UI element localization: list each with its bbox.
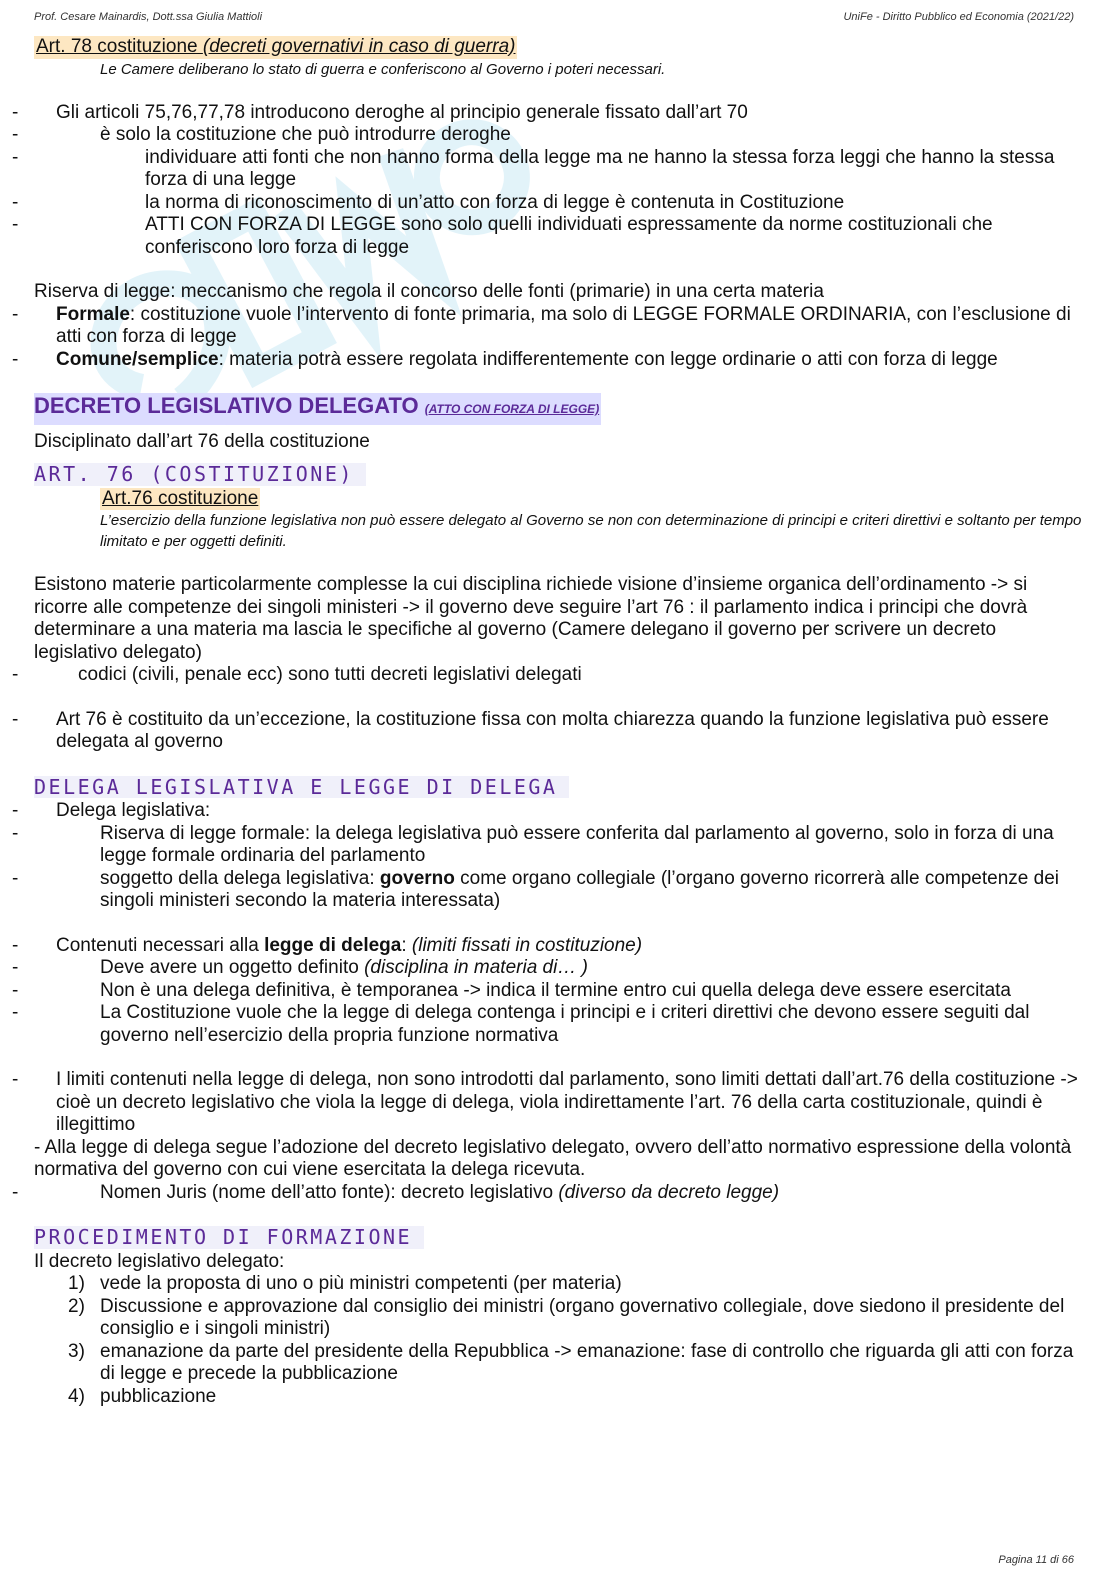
decreto-title: DECRETO LEGISLATIVO DELEGATO (ATTO CON FORZA DI LEGGE) — [34, 393, 1084, 425]
art76-note: - Art 76 è costituito da un’eccezione, la costituzione fissa con molta chiarezza quando la funzione legislativa può essere delegata al governo — [34, 709, 1084, 754]
riserva-intro: Riserva di legge: meccanismo che regola il concorso delle fonti (primarie) in una certa materia — [34, 281, 824, 302]
deroghe-main: - Gli articoli 75,76,77,78 introducono deroghe al principio generale fissato dall’art 70 — [34, 102, 1084, 125]
delega-main: - Delega legislativa: — [34, 800, 1084, 823]
art76-title: Art.76 costituzione — [102, 487, 259, 509]
header-left: Prof. Cesare Mainardis, Dott.ssa Giulia Mattioli — [34, 11, 263, 23]
procedimento-step: 3) emanazione da parte del presidente della Repubblica -> emanazione: fase di controllo che riguarda gli atti con forza di legge e precede la pubblicazione — [68, 1340, 1074, 1384]
riserva-comune: - Comune/semplice: materia potrà essere regolata indifferentemente con legge ordinarie o atti con forza di legge — [34, 349, 1084, 372]
delega-contenuti: - Contenuti necessari alla legge di delega: (limiti fissati in costituzione) — [34, 935, 1084, 958]
art76-quote: L’esercizio della funzione legislativa non può essere delegato al Governo se non con determinazione di principi e criteri direttivi e soltanto per tempo limitato e per oggetti definiti. — [100, 512, 1082, 550]
header-right: UniFe - Diritto Pubblico ed Economia (2021/22) — [843, 11, 1074, 23]
procedimento-step: 2) Discussione e approvazione dal consiglio dei ministri (organo governativo collegiale, dove siedono il presidente del consiglio e i singoli ministri) — [68, 1295, 1065, 1339]
materie-para: Esistono materie particolarmente complesse la cui disciplina richiede visione d’insieme organica dell’ordinamento -> si ricorre alle competenze dei singoli ministeri -> il governo deve seguire l’art 76 : il parlamento indica i principi che dovrà determinare a una materia ma lascia le specifiche al governo (Camere delegano il governo per scrivere un decreto legislativo delegato) — [34, 574, 1028, 663]
contenuti-1: - Deve avere un oggetto definito (disciplina in materia di… ) — [34, 957, 1084, 980]
page-number: Pagina 11 di 66 — [998, 1554, 1074, 1566]
materie-sub: - codici (civili, penale ecc) sono tutti decreti legislativi delegati — [34, 664, 1084, 687]
art78-quote: Le Camere deliberano lo stato di guerra e conferiscono al Governo i poteri necessari. — [100, 60, 666, 78]
delega-nomen: - Nomen Juris (nome dell’atto fonte): decreto legislativo (diverso da decreto legge) — [34, 1182, 1084, 1205]
procedimento-step: 4) pubblicazione — [68, 1385, 217, 1407]
procedimento-heading: PROCEDIMENTO DI FORMAZIONE — [34, 1226, 1084, 1251]
deroghe-point: - ATTI CON FORZA DI LEGGE sono solo quelli individuati espressamente da norme costituzionali che conferiscono loro forza di legge — [34, 214, 1084, 259]
decreto-intro: Disciplinato dall’art 76 della costituzione — [34, 430, 370, 452]
deroghe-sub: - è solo la costituzione che può introdurre deroghe — [34, 124, 1084, 147]
delega-limiti: - I limiti contenuti nella legge di delega, non sono introdotti dal parlamento, sono limiti dettati dall’art.76 della costituzione -> cioè un decreto legislativo che viola la legge di delega, viola indirettamente l’art. 76 della carta costituzionale, quindi è illegittimo — [34, 1069, 1084, 1137]
art78-title: Art. 78 costituzione (decreti governativi in caso di guerra) — [36, 36, 516, 57]
delega-heading: DELEGA LEGISLATIVA E LEGGE DI DELEGA — [34, 776, 1084, 801]
delega-segue: - Alla legge di delega segue l’adozione del decreto legislativo delegato, ovvero dell’atto normativo espressione della volontà normativa del governo con cui viene esercitata la delega ricevuta. — [34, 1136, 1072, 1180]
deroghe-point: - individuare atti fonti che non hanno forma della legge ma ne hanno la stessa forza leggi che hanno la stessa forza di una legge — [34, 147, 1084, 192]
deroghe-point: - la norma di riconoscimento di un’atto con forza di legge è contenuta in Costituzione — [34, 192, 1084, 215]
contenuti-3: - La Costituzione vuole che la legge di delega contenga i principi e i criteri direttivi che devono essere seguiti dal governo nell’esercizio della propria funzione normativa — [34, 1002, 1084, 1047]
procedimento-intro: Il decreto legislativo delegato: — [34, 1250, 285, 1272]
delega-riserva: - Riserva di legge formale: la delega legislativa può essere conferita dal parlamento al governo, solo in forza di una legge formale ordinaria del parlamento — [34, 823, 1084, 868]
page-content — [34, 36, 1084, 1408]
procedimento-step: 1) vede la proposta di uno o più ministri competenti (per materia) — [68, 1273, 622, 1294]
contenuti-2: - Non è una delega definitiva, è temporanea -> indica il termine entro cui quella delega deve essere esercitata — [34, 980, 1084, 1003]
riserva-formale: - Formale: costituzione vuole l’intervento di fonte primaria, ma solo di LEGGE FORMALE ORDINARIA, con l’esclusione di atti con forza di legge — [34, 304, 1084, 349]
delega-soggetto: - soggetto della delega legislativa: governo come organo collegiale (l’organo governo ricorrerà alle competenze dei singoli ministeri secondo la materia interessata) — [34, 868, 1084, 913]
art76-heading: ART. 76 (COSTITUZIONE) — [34, 463, 1084, 488]
